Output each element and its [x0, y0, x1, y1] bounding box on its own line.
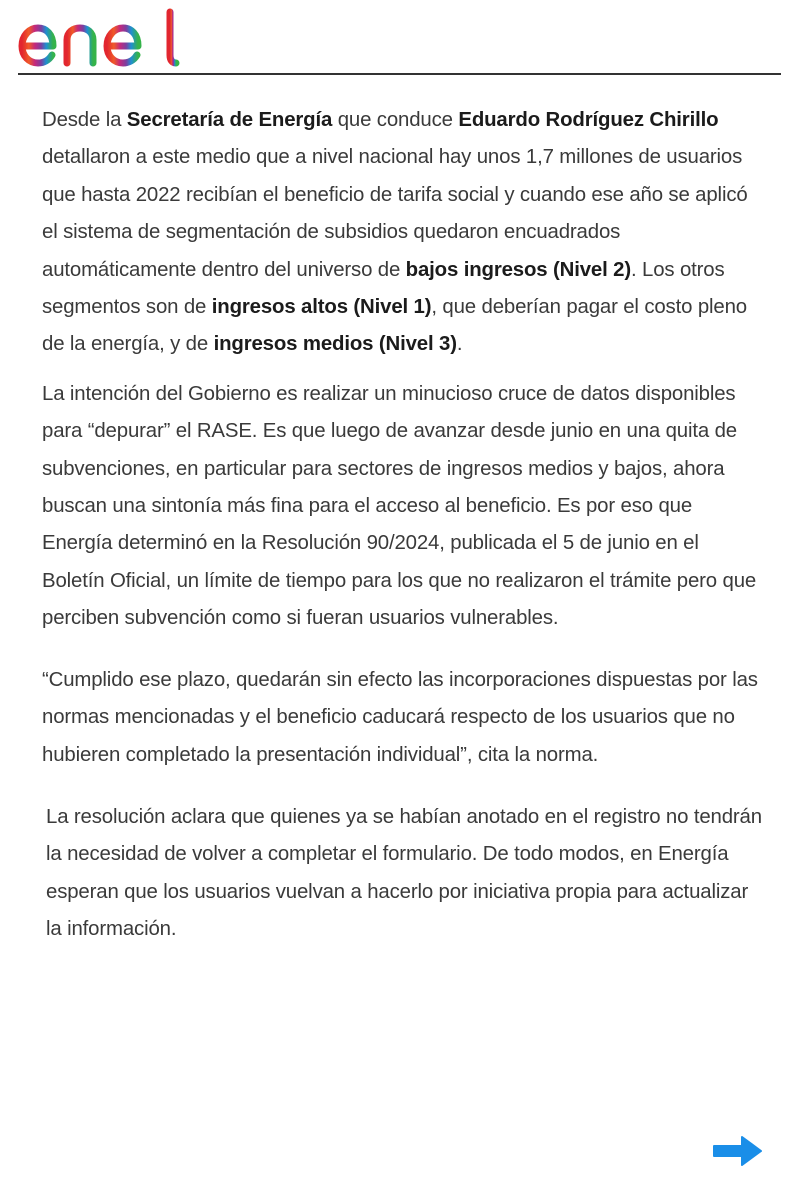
- article-paragraph-4: La resolución aclara que quienes ya se habían anotado en el registro no tendrán la necesidad de volver a completar el formulario. De todo modos, en Energía esperan que los usuarios vuelvan a hacerlo por iniciativa propia para actualizar la información.: [46, 805, 762, 941]
- text-run: detallaron a este medio que a nivel nacional hay unos 1,7 millones de usuarios que hasta 2022 recibían el beneficio de tarifa social y cuando ese año se aplicó el sistema de segmentación de subsidios quedaron encuadrados automáticamente dentro del universo de: [42, 146, 748, 281]
- arrow-right-icon[interactable]: [711, 1134, 763, 1168]
- text-run: Desde la: [42, 109, 127, 131]
- bold-run: ingresos altos (Nivel 1): [211, 296, 432, 319]
- article-paragraph-1: [42, 102, 764, 364]
- article-body: [42, 102, 764, 949]
- bold-run: Eduardo Rodríguez Chirillo: [458, 109, 719, 131]
- article-paragraph-2: La intención del Gobierno es realizar un minucioso cruce de datos disponibles para “depurar” el RASE. Es que luego de avanzar desde junio en una quita de subvenciones, en particular para sectores de ingresos medios y bajos, ahora buscan una sintonía más fina para el acceso al beneficio. Es por eso que Energía determinó en la Resolución 90/2024, publicada el 5 de junio en el Boletín Oficial, un límite de tiempo para los que no realizaron el trámite pero que perciben subvención como si fueran usuarios vulnerables.: [42, 382, 757, 630]
- enel-logo[interactable]: [16, 8, 181, 70]
- bold-run: Secretaría de Energía: [126, 109, 333, 131]
- text-run: , que deberían pagar el costo pleno de la energía, y de: [42, 296, 747, 356]
- text-run: .: [456, 333, 463, 356]
- bold-run: ingresos medios (Nivel 3): [213, 333, 457, 356]
- text-run: . Los otros segmentos son de: [42, 258, 725, 319]
- article-paragraph-3: “Cumplido ese plazo, quedarán sin efecto las incorporaciones dispuestas por las normas mencionadas y el beneficio caducará respecto de los usuarios que no hubieren completado la presentación individual”, cita la norma.: [42, 668, 758, 766]
- bold-run: bajos ingresos (Nivel 2): [405, 258, 631, 281]
- text-run: que conduce: [332, 109, 459, 131]
- page-header: [0, 0, 800, 76]
- header-divider: [18, 73, 781, 75]
